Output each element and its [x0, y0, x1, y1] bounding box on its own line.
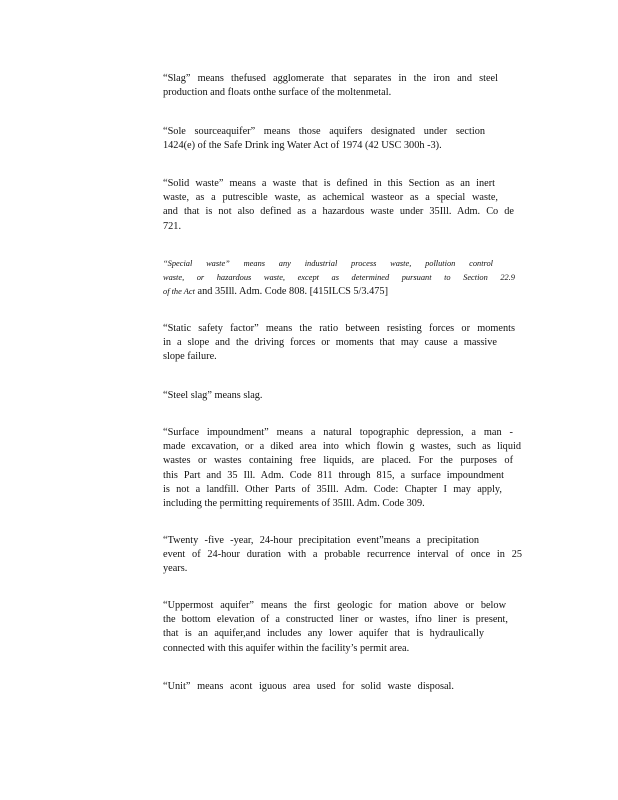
definition-line: and that is not also defined as a hazardous waste under 35Ill. Adm. Co de: [163, 206, 514, 218]
definition-slag: [163, 72, 531, 100]
definition-line: “Surface impoundment” means a natural topographic depression, a man -: [163, 427, 513, 438]
definition-line: made excavation, or a diked area into which flowin g wastes, such as liquid: [163, 441, 521, 453]
definition-line: is not a landfill. Other Parts of 35Ill. Adm. Code: Chapter I may apply,: [163, 483, 502, 495]
definition-line: this Part and 35 Ill. Adm. Code 811 through 815, a surface impoundment: [163, 469, 504, 481]
definition-unit: [163, 680, 531, 694]
definition-line: wastes or wastes containing free liquids, are placed. For the purposes of: [163, 455, 513, 467]
definition-line: in a slope and the driving forces or moments that may cause a massive: [163, 337, 497, 349]
definition-uppermost-aquifer: [163, 599, 531, 656]
definition-static-safety-factor: [163, 322, 531, 365]
definition-italic-part: of the Act: [163, 287, 195, 297]
definition-line: “Solid waste” means a waste that is defined in this Section as an inert: [163, 178, 495, 189]
definition-sole-source-aquifer: [163, 125, 531, 153]
definition-line: 1424(e) of the Safe Drink ing Water Act of 1974 (42 USC 300h -3).: [163, 140, 442, 152]
definition-line: “Twenty -five -year, 24-hour precipitation event”means a precipitation: [163, 535, 479, 546]
definition-line: production and floats onthe surface of the moltenmetal.: [163, 87, 392, 99]
definition-solid-waste: [163, 177, 531, 234]
definition-line: the bottom elevation of a constructed liner or wastes, ifno liner is present,: [163, 614, 508, 626]
definition-special-waste: [163, 257, 531, 300]
definition-twenty-five-year-event: [163, 534, 531, 577]
definition-surface-impoundment: [163, 426, 531, 511]
definition-line: that is an aquifer,and includes any lower aquifer that is hydraulically: [163, 628, 484, 640]
definition-line: including the permitting requirements of 35Ill. Adm. Code 309.: [163, 498, 425, 510]
definition-line: “Slag” means thefused agglomerate that separates in the iron and steel: [163, 73, 498, 84]
definition-line: “Uppermost aquifer” means the first geologic for mation above or below: [163, 600, 506, 611]
definition-line: [163, 285, 531, 299]
definition-line: waste, as a putrescible waste, as achemical wasteor as a special waste,: [163, 192, 498, 204]
definition-line: “Steel slag” means slag.: [163, 390, 263, 401]
definition-line: “Special waste” means any industrial process waste, pollution control: [163, 259, 493, 268]
definition-line: years.: [163, 563, 188, 575]
definition-line: event of 24-hour duration with a probable recurrence interval of once in 25: [163, 549, 522, 561]
definition-line: “Sole sourceaquifer” means those aquifers designated under section: [163, 126, 485, 137]
definition-line: 721.: [163, 220, 182, 232]
definition-steel-slag: [163, 389, 531, 403]
definition-citation: and 35Ill. Adm. Code 808. [415ILCS 5/3.475]: [194, 286, 389, 298]
definition-line: waste, or hazardous waste, except as determined pursuant to Section 22.9: [163, 273, 515, 283]
definition-line: connected with this aquifer within the facility’s permit area.: [163, 642, 410, 654]
definition-line: “Static safety factor” means the ratio between resisting forces or moments: [163, 323, 515, 334]
definition-line: slope failure.: [163, 351, 217, 363]
definition-line: “Unit” means acont iguous area used for solid waste disposal.: [163, 681, 454, 692]
